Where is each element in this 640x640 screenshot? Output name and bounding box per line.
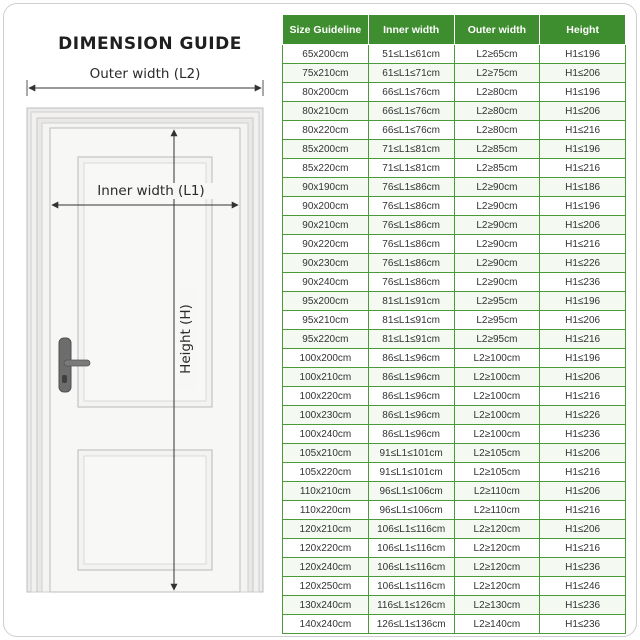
cell-inner-width: 126≤L1≤136cm [368,615,454,634]
cell-inner-width: 91≤L1≤101cm [368,444,454,463]
cell-inner-width: 76≤L1≤86cm [368,178,454,197]
height-label: Height (H) [178,289,196,389]
cell-outer-width: L2≥85cm [454,159,540,178]
cell-height: H1≤236 [540,558,626,577]
cell-outer-width: L2≥80cm [454,102,540,121]
cell-height: H1≤196 [540,292,626,311]
cell-size: 65x200cm [283,45,369,64]
cell-inner-width: 61≤L1≤71cm [368,64,454,83]
table-row [283,254,626,273]
cell-height: H1≤216 [540,235,626,254]
table-header-row [283,15,626,45]
cell-inner-width: 106≤L1≤116cm [368,539,454,558]
cell-size: 90x210cm [283,216,369,235]
table-row [283,349,626,368]
cell-height: H1≤206 [540,368,626,387]
cell-outer-width: L2≥120cm [454,539,540,558]
cell-inner-width: 76≤L1≤86cm [368,216,454,235]
cell-size: 120x250cm [283,577,369,596]
cell-inner-width: 81≤L1≤91cm [368,311,454,330]
cell-size: 90x240cm [283,273,369,292]
cell-size: 95x220cm [283,330,369,349]
cell-outer-width: L2≥90cm [454,235,540,254]
table-row [283,425,626,444]
table-row [283,83,626,102]
door-diagram [0,0,280,640]
cell-size: 90x190cm [283,178,369,197]
cell-size: 130x240cm [283,596,369,615]
cell-height: H1≤206 [540,64,626,83]
cell-inner-width: 86≤L1≤96cm [368,368,454,387]
cell-inner-width: 96≤L1≤106cm [368,482,454,501]
cell-size: 90x220cm [283,235,369,254]
cell-height: H1≤236 [540,596,626,615]
table-row [283,501,626,520]
cell-size: 100x220cm [283,387,369,406]
cell-size: 90x200cm [283,197,369,216]
cell-size: 100x210cm [283,368,369,387]
cell-outer-width: L2≥120cm [454,558,540,577]
cell-height: H1≤226 [540,406,626,425]
cell-inner-width: 66≤L1≤76cm [368,102,454,121]
header-size-guideline: Size Guideline [283,15,369,45]
cell-outer-width: L2≥80cm [454,83,540,102]
cell-size: 90x230cm [283,254,369,273]
cell-height: H1≤236 [540,425,626,444]
table-row [283,216,626,235]
cell-outer-width: L2≥75cm [454,64,540,83]
cell-size: 110x220cm [283,501,369,520]
table-row [283,558,626,577]
cell-inner-width: 76≤L1≤86cm [368,197,454,216]
cell-outer-width: L2≥105cm [454,444,540,463]
cell-inner-width: 106≤L1≤116cm [368,520,454,539]
cell-size: 95x210cm [283,311,369,330]
cell-size: 80x210cm [283,102,369,121]
cell-outer-width: L2≥80cm [454,121,540,140]
table-row [283,368,626,387]
table-row [283,387,626,406]
cell-outer-width: L2≥90cm [454,178,540,197]
cell-outer-width: L2≥95cm [454,311,540,330]
inner-width-label: Inner width (L1) [86,183,216,199]
cell-outer-width: L2≥95cm [454,330,540,349]
cell-inner-width: 76≤L1≤86cm [368,273,454,292]
cell-height: H1≤236 [540,273,626,292]
cell-inner-width: 76≤L1≤86cm [368,235,454,254]
outer-width-label: Outer width (L2) [89,66,201,82]
cell-size: 85x220cm [283,159,369,178]
cell-outer-width: L2≥85cm [454,140,540,159]
cell-size: 120x220cm [283,539,369,558]
cell-height: H1≤226 [540,254,626,273]
cell-outer-width: L2≥90cm [454,216,540,235]
cell-height: H1≤206 [540,216,626,235]
cell-inner-width: 116≤L1≤126cm [368,596,454,615]
cell-size: 105x210cm [283,444,369,463]
table-row [283,463,626,482]
cell-height: H1≤216 [540,159,626,178]
cell-size: 95x200cm [283,292,369,311]
table-row [283,482,626,501]
cell-size: 100x200cm [283,349,369,368]
cell-inner-width: 81≤L1≤91cm [368,330,454,349]
diagram-title: DIMENSION GUIDE [58,34,242,54]
cell-height: H1≤196 [540,349,626,368]
cell-outer-width: L2≥100cm [454,387,540,406]
cell-size: 110x210cm [283,482,369,501]
cell-inner-width: 66≤L1≤76cm [368,121,454,140]
table-row [283,406,626,425]
table-row [283,235,626,254]
cell-outer-width: L2≥140cm [454,615,540,634]
table-row [283,292,626,311]
cell-height: H1≤186 [540,178,626,197]
cell-outer-width: L2≥90cm [454,273,540,292]
cell-height: H1≤206 [540,311,626,330]
cell-outer-width: L2≥120cm [454,577,540,596]
cell-inner-width: 86≤L1≤96cm [368,425,454,444]
cell-height: H1≤216 [540,539,626,558]
table-body [283,45,626,634]
cell-inner-width: 86≤L1≤96cm [368,349,454,368]
cell-outer-width: L2≥90cm [454,254,540,273]
cell-size: 120x240cm [283,558,369,577]
table-row [283,102,626,121]
cell-outer-width: L2≥105cm [454,463,540,482]
cell-inner-width: 96≤L1≤106cm [368,501,454,520]
cell-inner-width: 76≤L1≤86cm [368,254,454,273]
table-row [283,615,626,634]
cell-height: H1≤196 [540,140,626,159]
header-height: Height [540,15,626,45]
table-row [283,577,626,596]
cell-inner-width: 91≤L1≤101cm [368,463,454,482]
cell-height: H1≤216 [540,330,626,349]
table-row [283,159,626,178]
cell-height: H1≤236 [540,615,626,634]
table-row [283,197,626,216]
cell-size: 100x230cm [283,406,369,425]
table-row [283,330,626,349]
cell-size: 140x240cm [283,615,369,634]
cell-height: H1≤206 [540,444,626,463]
cell-size: 105x220cm [283,463,369,482]
table-row [283,45,626,64]
cell-height: H1≤206 [540,482,626,501]
cell-outer-width: L2≥100cm [454,349,540,368]
cell-inner-width: 71≤L1≤81cm [368,140,454,159]
cell-height: H1≤206 [540,520,626,539]
cell-height: H1≤216 [540,121,626,140]
cell-size: 120x210cm [283,520,369,539]
cell-outer-width: L2≥100cm [454,425,540,444]
header-inner-width: Inner width [368,15,454,45]
cell-height: H1≤216 [540,501,626,520]
table-row [283,121,626,140]
cell-inner-width: 86≤L1≤96cm [368,387,454,406]
table-row [283,178,626,197]
cell-height: H1≤216 [540,463,626,482]
cell-outer-width: L2≥100cm [454,406,540,425]
cell-inner-width: 71≤L1≤81cm [368,159,454,178]
cell-outer-width: L2≥100cm [454,368,540,387]
cell-height: H1≤216 [540,387,626,406]
cell-height: H1≤196 [540,83,626,102]
cell-size: 80x220cm [283,121,369,140]
cell-inner-width: 81≤L1≤91cm [368,292,454,311]
cell-inner-width: 106≤L1≤116cm [368,577,454,596]
table-row [283,539,626,558]
cell-inner-width: 86≤L1≤96cm [368,406,454,425]
cell-outer-width: L2≥120cm [454,520,540,539]
table-row [283,520,626,539]
table-row [283,273,626,292]
cell-outer-width: L2≥110cm [454,482,540,501]
cell-size: 100x240cm [283,425,369,444]
cell-inner-width: 106≤L1≤116cm [368,558,454,577]
cell-size: 85x200cm [283,140,369,159]
cell-outer-width: L2≥95cm [454,292,540,311]
header-outer-width: Outer width [454,15,540,45]
table-row [283,311,626,330]
cell-height: H1≤196 [540,45,626,64]
cell-height: H1≤196 [540,197,626,216]
table-row [283,140,626,159]
table-row [283,444,626,463]
size-table [282,14,626,634]
cell-inner-width: 51≤L1≤61cm [368,45,454,64]
table-row [283,64,626,83]
table-row [283,596,626,615]
cell-height: H1≤206 [540,102,626,121]
cell-height: H1≤246 [540,577,626,596]
cell-inner-width: 66≤L1≤76cm [368,83,454,102]
cell-size: 75x210cm [283,64,369,83]
cell-outer-width: L2≥65cm [454,45,540,64]
cell-outer-width: L2≥130cm [454,596,540,615]
cell-outer-width: L2≥110cm [454,501,540,520]
cell-size: 80x200cm [283,83,369,102]
cell-outer-width: L2≥90cm [454,197,540,216]
